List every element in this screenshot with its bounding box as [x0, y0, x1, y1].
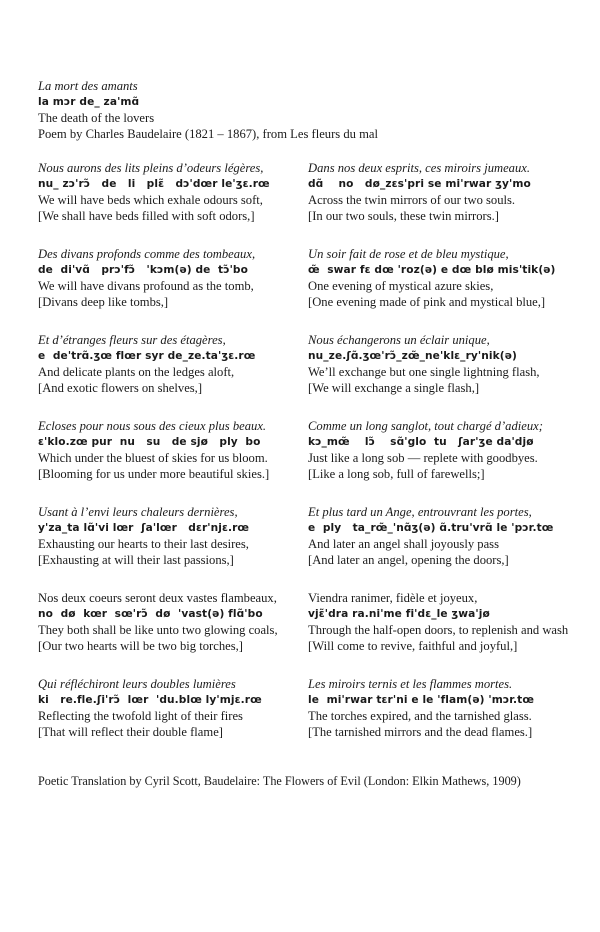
- ipa-line: vjɛ̃'dra ra.ni'me fi'dɛ_le ʒwa'jø: [308, 608, 490, 620]
- ipa-line: nu_ze.ʃɑ̃.ʒœ'rɔ̃_zœ̃_ne'klɛ_ry'nik(ə): [308, 350, 517, 362]
- translation-line: Which under the bluest of skies for us bloom.: [38, 451, 268, 465]
- ipa-line: e ply ta_rœ̃_'nɑ̃ʒ(ə) ɑ̃.tru'vrɑ̃ le 'pɔr.tœ: [308, 522, 554, 534]
- translation-credit: Poetic Translation by Cyril Scott, Baudelaire: The Flowers of Evil (London: Elkin Mathews, 1909): [38, 774, 521, 788]
- stanza: [308, 246, 580, 310]
- french-line: Les miroirs ternis et les flammes mortes.: [308, 677, 513, 691]
- stanza: [38, 418, 310, 482]
- literal-translation-line: [We shall have beds filled with soft odors,]: [38, 209, 255, 223]
- stanza: [308, 504, 580, 568]
- translation-line: Just like a long sob — replete with goodbyes.: [308, 451, 538, 465]
- stanza: [308, 590, 580, 654]
- translation-line: The torches expired, and the tarnished glass.: [308, 709, 532, 723]
- stanza: [308, 332, 580, 396]
- translation-line: Reflecting the twofold light of their fires: [38, 709, 243, 723]
- french-line: Comme un long sanglot, tout chargé d’adieux;: [308, 419, 543, 433]
- stanza: [38, 504, 310, 568]
- french-line: Ecloses pour nous sous des cieux plus beaux.: [38, 419, 267, 433]
- literal-translation-line: [One evening made of pink and mystical blue,]: [308, 295, 546, 309]
- literal-translation-line: [We will exchange a single flash,]: [308, 381, 480, 395]
- ipa-line: œ̃ swar fɛ dœ 'roz(ə) e dœ blø mis'tik(ə): [308, 264, 556, 276]
- translation-line: We will have divans profound as the tomb,: [38, 279, 254, 293]
- ipa-line: e de'trɑ̃.ʒœ flœr syr de_ze.ta'ʒɛ.rœ: [38, 350, 256, 362]
- translation-line: One evening of mystical azure skies,: [308, 279, 494, 293]
- ipa-line: nu_ zɔ'rɔ̃ de li plɛ̃ dɔ'dœr le'ʒɛ.rœ: [38, 178, 270, 190]
- literal-translation-line: [That will reflect their double flame]: [38, 725, 223, 739]
- french-line: Dans nos deux esprits, ces miroirs jumeaux.: [308, 161, 531, 175]
- ipa-line: ki re.fle.ʃi'rɔ̃ lœr 'du.blœ ly'mjɛ.rœ: [38, 694, 262, 706]
- literal-translation-line: [And later an angel, opening the doors,]: [308, 553, 509, 567]
- ipa-line: kɔ_mœ̃ lɔ̃ sɑ̃'glo tu ʃar'ʒe da'djø: [308, 436, 534, 448]
- ipa-line: le mi'rwar tɛr'ni e le 'flam(ə) 'mɔr.tœ: [308, 694, 535, 706]
- literal-translation-line: [Our two hearts will be two big torches,]: [38, 639, 243, 653]
- title-french: La mort des amants: [38, 79, 138, 93]
- translation-line: Exhausting our hearts to their last desires,: [38, 537, 249, 551]
- french-line: Nous échangerons un éclair unique,: [308, 333, 490, 347]
- translation-line: We’ll exchange but one single lightning flash,: [308, 365, 540, 379]
- french-line: Un soir fait de rose et de bleu mystique,: [308, 247, 509, 261]
- literal-translation-line: [Blooming for us under more beautiful skies.]: [38, 467, 270, 481]
- french-line: Viendra ranimer, fidèle et joyeux,: [308, 591, 478, 605]
- stanza: [308, 160, 580, 224]
- literal-translation-line: [Will come to revive, faithful and joyful,]: [308, 639, 518, 653]
- stanza: [38, 676, 310, 740]
- literal-translation-line: [Like a long sob, full of farewells;]: [308, 467, 485, 481]
- poem-header: [38, 78, 578, 142]
- translation-line: And later an angel shall joyously pass: [308, 537, 499, 551]
- stanza: [38, 160, 310, 224]
- ipa-line: no dø kœr sœ'rɔ̃ dø 'vast(ə) flɑ̃'bo: [38, 608, 263, 620]
- translation-line: They both shall be like unto two glowing coals,: [38, 623, 278, 637]
- stanza: [308, 676, 580, 740]
- ipa-line: ɛ'klo.zœ pur nu su de sjø ply bo: [38, 436, 261, 448]
- title-ipa: la mɔr de_ za'mɑ̃: [38, 96, 140, 108]
- literal-translation-line: [The tarnished mirrors and the dead flames.]: [308, 725, 533, 739]
- translation-line: Across the twin mirrors of our two souls.: [308, 193, 516, 207]
- literal-translation-line: [Exhausting at will their last passions,]: [38, 553, 234, 567]
- french-line: Nos deux coeurs seront deux vastes flambeaux,: [38, 591, 277, 605]
- ipa-line: y'za_ta lɑ̃'vi lœr ʃa'lœr dɛr'njɛ.rœ: [38, 522, 250, 534]
- french-line: Des divans profonds comme des tombeaux,: [38, 247, 256, 261]
- stanza: [38, 332, 310, 396]
- french-line: Qui réfléchiront leurs doubles lumières: [38, 677, 236, 691]
- french-line: Et plus tard un Ange, entrouvrant les portes,: [308, 505, 532, 519]
- byline: Poem by Charles Baudelaire (1821 – 1867), from Les fleurs du mal: [38, 127, 378, 141]
- literal-translation-line: [In our two souls, these twin mirrors.]: [308, 209, 499, 223]
- french-line: Nous aurons des lits pleins d’odeurs légères,: [38, 161, 264, 175]
- translation-line: Through the half-open doors, to replenish and wash: [308, 623, 569, 637]
- french-line: Usant à l’envi leurs chaleurs dernières,: [38, 505, 238, 519]
- translation-line: And delicate plants on the ledges aloft,: [38, 365, 235, 379]
- french-line: Et d’étranges fleurs sur des étagères,: [38, 333, 226, 347]
- translation-line: We will have beds which exhale odours soft,: [38, 193, 263, 207]
- stanza: [38, 246, 310, 310]
- stanza: [38, 590, 310, 654]
- ipa-line: dɑ̃ no dø_zɛs'pri se mi'rwar ʒy'mo: [308, 178, 531, 190]
- literal-translation-line: [And exotic flowers on shelves,]: [38, 381, 203, 395]
- title-english: The death of the lovers: [38, 111, 155, 125]
- literal-translation-line: [Divans deep like tombs,]: [38, 295, 169, 309]
- stanza: [308, 418, 580, 482]
- ipa-line: de di'vɑ̃ prɔ'fɔ̃ 'kɔm(ə) de tɔ̃'bo: [38, 264, 248, 276]
